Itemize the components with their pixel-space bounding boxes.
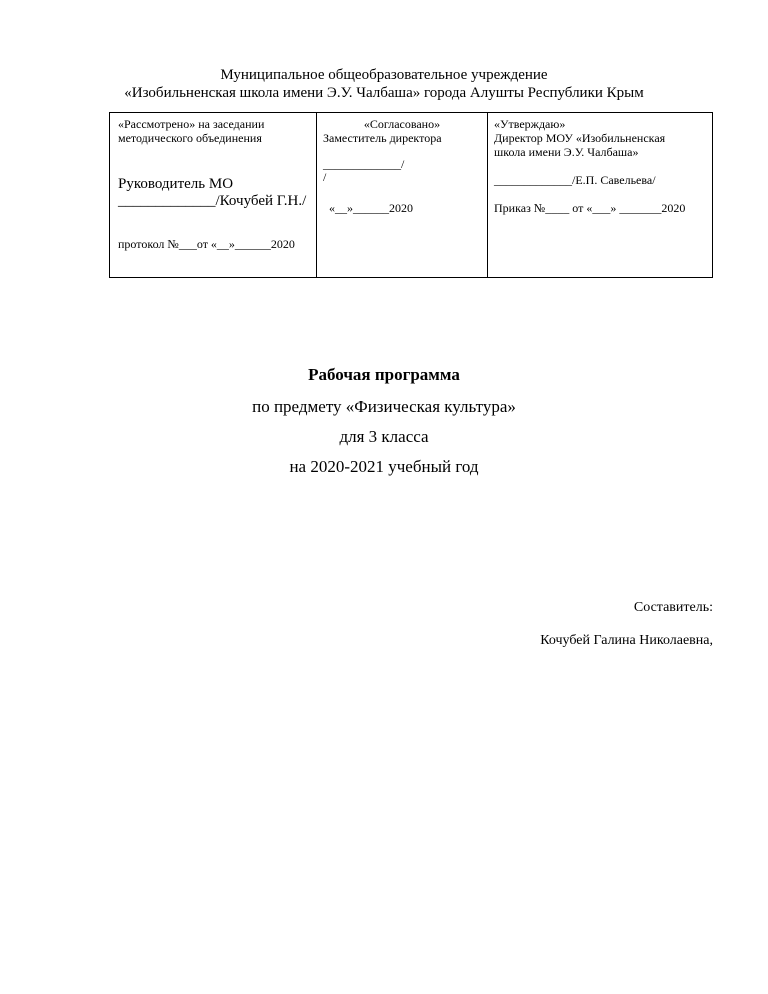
agreed-signature-line1: _____________/: [323, 157, 405, 171]
agreed-signature-line2: /: [323, 170, 327, 184]
agreed-date: «__»______2020: [329, 201, 413, 215]
reviewed-line2: методического объединения: [118, 131, 262, 145]
approval-table: [109, 112, 713, 278]
approved-order: Приказ №____ от «___» _______2020: [494, 201, 686, 215]
reviewed-head-signature: _____________/Кочубей Г.Н./: [118, 193, 307, 209]
agreed-column: [317, 113, 488, 277]
reviewed-protocol: протокол №___от «__»______2020: [118, 237, 295, 251]
reviewed-head-title: Руководитель МО: [118, 176, 234, 192]
program-subject: по предмету «Физическая культура»: [252, 397, 516, 416]
program-grade: для 3 класса: [339, 427, 429, 446]
school-header-line1: Муниципальное общеобразовательное учреждение: [220, 67, 548, 83]
school-header: [0, 66, 768, 102]
school-header-line2: «Изобильненская школа имени Э.У. Чалбаша» города Алушты Республики Крым: [124, 85, 644, 101]
program-title: Рабочая программа: [308, 365, 460, 384]
approved-line3: школа имени Э.У. Чалбаша»: [494, 145, 639, 159]
agreed-line2: Заместитель директора: [323, 131, 442, 145]
program-year: на 2020-2021 учебный год: [289, 457, 479, 476]
author-label: Составитель:: [633, 600, 713, 615]
reviewed-line1: «Рассмотрено» на заседании: [118, 117, 265, 131]
author-name: Кочубей Галина Николаевна,: [540, 633, 713, 648]
approved-column: [488, 113, 712, 277]
approved-line2: Директор МОУ «Изобильненская: [494, 131, 666, 145]
reviewed-column: [110, 113, 317, 277]
approved-signature: _____________/Е.П. Савельева/: [494, 173, 656, 187]
approved-line1: «Утверждаю»: [494, 117, 566, 131]
agreed-line1: «Согласовано»: [363, 117, 441, 131]
